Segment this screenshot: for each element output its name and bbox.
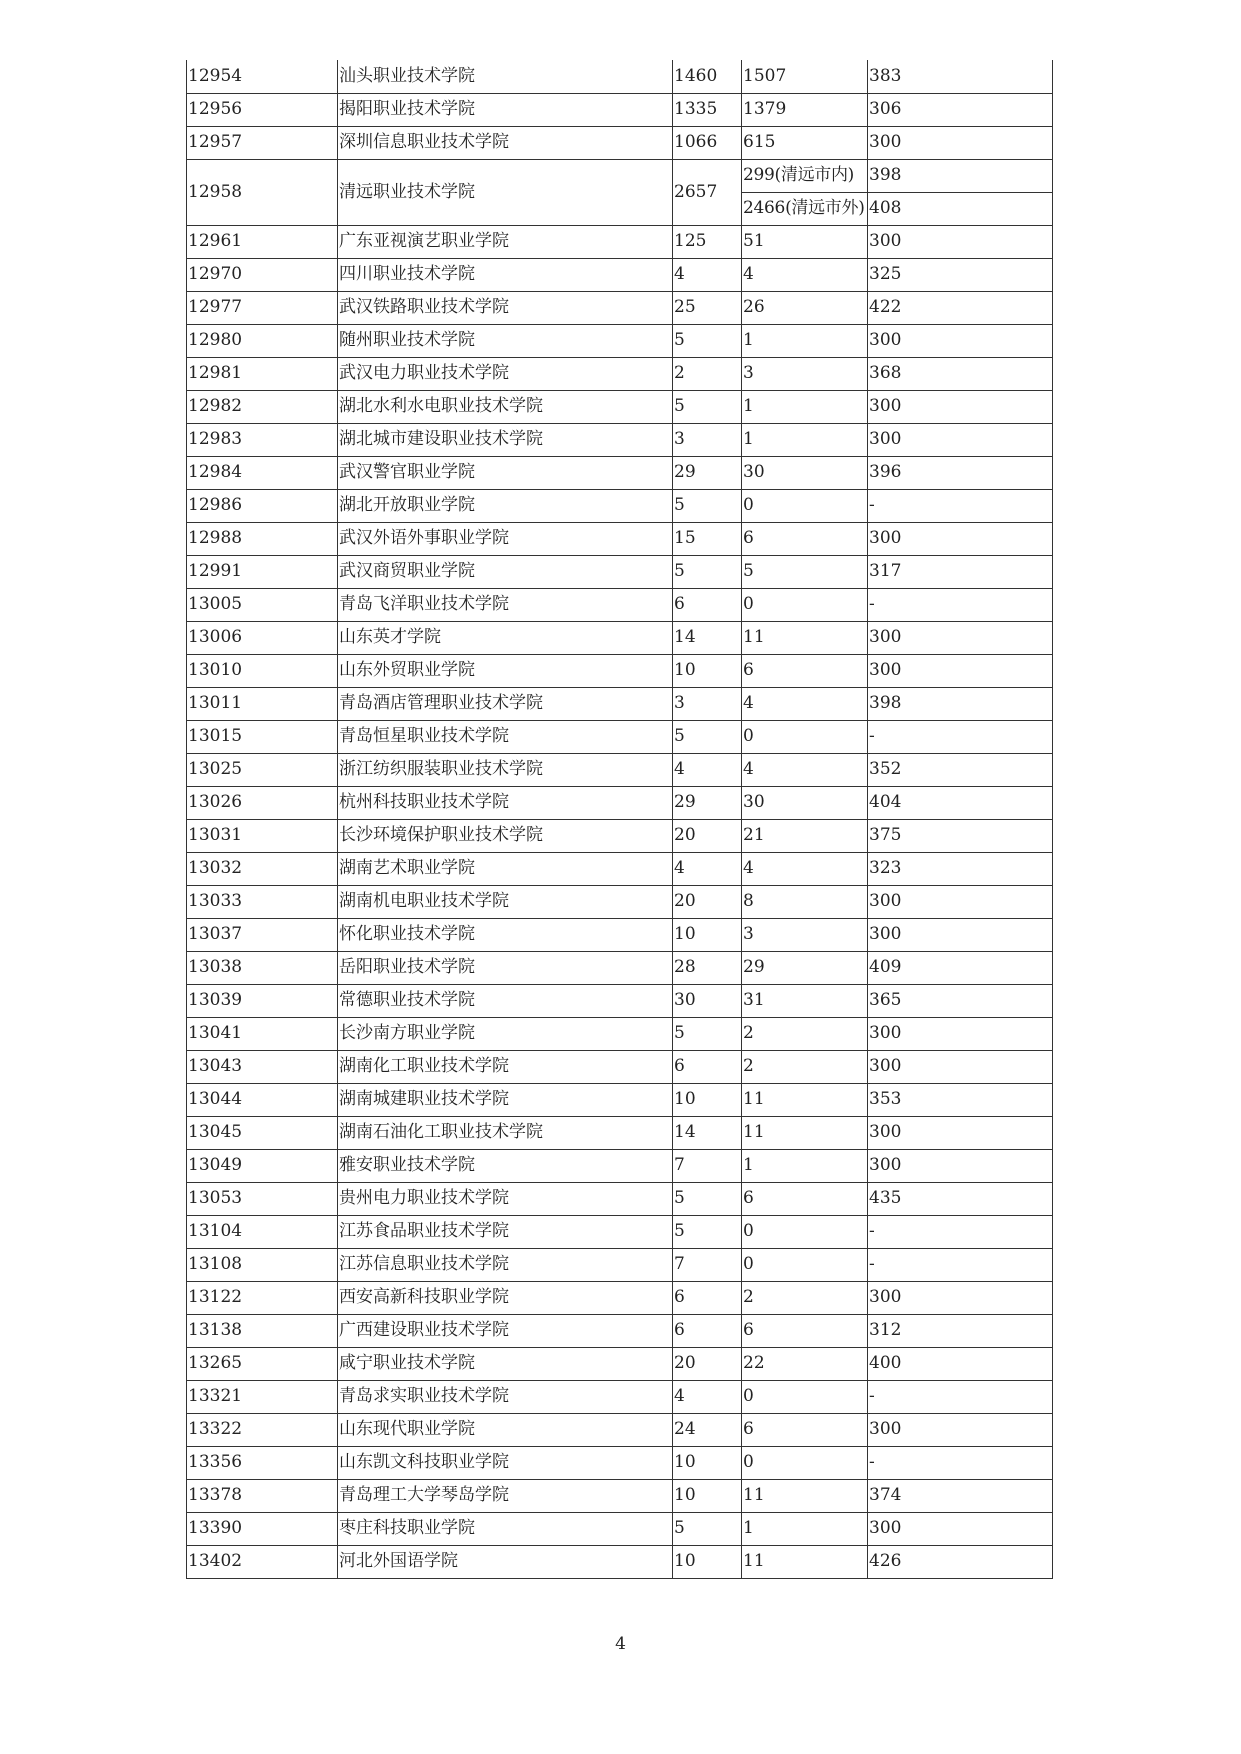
institution-name-cell: 山东外贸职业学院 bbox=[338, 654, 673, 687]
table-row bbox=[187, 159, 1053, 192]
table-row bbox=[187, 720, 1053, 753]
table-row bbox=[187, 753, 1053, 786]
institution-code-cell: 12977 bbox=[187, 291, 338, 324]
min-score-cell: - bbox=[868, 1215, 1053, 1248]
admitted-count-cell: 11 bbox=[742, 621, 868, 654]
table-row bbox=[187, 1215, 1053, 1248]
institution-name-cell: 杭州科技职业技术学院 bbox=[338, 786, 673, 819]
admitted-count-cell: 29 bbox=[742, 951, 868, 984]
min-score-cell: 300 bbox=[868, 1149, 1053, 1182]
institution-name-cell: 岳阳职业技术学院 bbox=[338, 951, 673, 984]
plan-count-cell: 5 bbox=[673, 390, 742, 423]
institution-code-cell: 12982 bbox=[187, 390, 338, 423]
admitted-count-cell: 1 bbox=[742, 423, 868, 456]
institution-code-cell: 12988 bbox=[187, 522, 338, 555]
plan-count-cell: 5 bbox=[673, 1512, 742, 1545]
institution-name-cell: 武汉外语外事职业学院 bbox=[338, 522, 673, 555]
table-row bbox=[187, 456, 1053, 489]
institution-name-cell: 湖南机电职业技术学院 bbox=[338, 885, 673, 918]
institution-code-cell: 13122 bbox=[187, 1281, 338, 1314]
admitted-count-cell: 4 bbox=[742, 687, 868, 720]
institution-name-cell: 湖北水利水电职业技术学院 bbox=[338, 390, 673, 423]
table-row bbox=[187, 1446, 1053, 1479]
min-score-cell: 396 bbox=[868, 456, 1053, 489]
institution-code-cell: 13043 bbox=[187, 1050, 338, 1083]
institution-name-cell: 武汉电力职业技术学院 bbox=[338, 357, 673, 390]
min-score-cell: 300 bbox=[868, 225, 1053, 258]
institution-name-cell: 山东现代职业学院 bbox=[338, 1413, 673, 1446]
plan-count-cell: 6 bbox=[673, 1281, 742, 1314]
institution-code-cell: 12983 bbox=[187, 423, 338, 456]
table-row bbox=[187, 819, 1053, 852]
plan-count-cell: 6 bbox=[673, 588, 742, 621]
min-score-cell: 404 bbox=[868, 786, 1053, 819]
institution-name-cell: 广西建设职业技术学院 bbox=[338, 1314, 673, 1347]
admitted-count-cell: 31 bbox=[742, 984, 868, 1017]
admitted-count-cell: 11 bbox=[742, 1083, 868, 1116]
institution-name-cell: 四川职业技术学院 bbox=[338, 258, 673, 291]
plan-count-cell: 4 bbox=[673, 258, 742, 291]
institution-code-cell: 12956 bbox=[187, 93, 338, 126]
min-score-cell: 325 bbox=[868, 258, 1053, 291]
institution-code-cell: 13037 bbox=[187, 918, 338, 951]
min-score-cell: 312 bbox=[868, 1314, 1053, 1347]
institution-code-cell: 12957 bbox=[187, 126, 338, 159]
table-row bbox=[187, 1248, 1053, 1281]
institution-name-cell: 武汉警官职业学院 bbox=[338, 456, 673, 489]
institution-name-cell: 青岛飞洋职业技术学院 bbox=[338, 588, 673, 621]
table-row bbox=[187, 852, 1053, 885]
institution-name-cell: 青岛恒星职业技术学院 bbox=[338, 720, 673, 753]
admitted-count-cell: 26 bbox=[742, 291, 868, 324]
admitted-count-cell: 1 bbox=[742, 390, 868, 423]
min-score-cell: - bbox=[868, 720, 1053, 753]
table-row bbox=[187, 885, 1053, 918]
min-score-cell: 300 bbox=[868, 1413, 1053, 1446]
admitted-count-cell: 4 bbox=[742, 258, 868, 291]
admitted-count-cell: 1379 bbox=[742, 93, 868, 126]
admitted-count-cell: 0 bbox=[742, 720, 868, 753]
plan-count-cell: 20 bbox=[673, 819, 742, 852]
institution-name-cell: 随州职业技术学院 bbox=[338, 324, 673, 357]
institution-name-cell: 湖南化工职业技术学院 bbox=[338, 1050, 673, 1083]
min-score-cell: 409 bbox=[868, 951, 1053, 984]
institution-code-cell: 12958 bbox=[187, 159, 338, 225]
plan-count-cell: 7 bbox=[673, 1149, 742, 1182]
table-row bbox=[187, 357, 1053, 390]
plan-count-cell: 2 bbox=[673, 357, 742, 390]
table-row bbox=[187, 291, 1053, 324]
plan-count-cell: 4 bbox=[673, 753, 742, 786]
institution-name-cell: 雅安职业技术学院 bbox=[338, 1149, 673, 1182]
institution-code-cell: 13138 bbox=[187, 1314, 338, 1347]
admitted-count-cell: 11 bbox=[742, 1479, 868, 1512]
plan-count-cell: 6 bbox=[673, 1314, 742, 1347]
admitted-count-cell: 0 bbox=[742, 588, 868, 621]
plan-count-cell: 14 bbox=[673, 1116, 742, 1149]
min-score-cell: 300 bbox=[868, 1017, 1053, 1050]
admitted-count-cell: 0 bbox=[742, 1446, 868, 1479]
institution-code-cell: 13321 bbox=[187, 1380, 338, 1413]
min-score-cell: 426 bbox=[868, 1545, 1053, 1578]
institution-code-cell: 13033 bbox=[187, 885, 338, 918]
institution-code-cell: 13039 bbox=[187, 984, 338, 1017]
institution-code-cell: 12980 bbox=[187, 324, 338, 357]
table-row bbox=[187, 918, 1053, 951]
plan-count-cell: 1335 bbox=[673, 93, 742, 126]
admitted-count-cell: 0 bbox=[742, 1380, 868, 1413]
institution-name-cell: 武汉铁路职业技术学院 bbox=[338, 291, 673, 324]
admitted-count-cell: 0 bbox=[742, 489, 868, 522]
plan-count-cell: 4 bbox=[673, 1380, 742, 1413]
plan-count-cell: 7 bbox=[673, 1248, 742, 1281]
table-row bbox=[187, 786, 1053, 819]
admitted-count-cell: 30 bbox=[742, 456, 868, 489]
admitted-count-cell: 5 bbox=[742, 555, 868, 588]
admitted-count-cell: 6 bbox=[742, 1413, 868, 1446]
admitted-count-cell: 8 bbox=[742, 885, 868, 918]
plan-count-cell: 4 bbox=[673, 852, 742, 885]
table-row bbox=[187, 423, 1053, 456]
plan-count-cell: 125 bbox=[673, 225, 742, 258]
table-row bbox=[187, 522, 1053, 555]
institution-name-cell: 揭阳职业技术学院 bbox=[338, 93, 673, 126]
min-score-cell: 317 bbox=[868, 555, 1053, 588]
plan-count-cell: 25 bbox=[673, 291, 742, 324]
institution-name-cell: 武汉商贸职业学院 bbox=[338, 555, 673, 588]
plan-count-cell: 10 bbox=[673, 1545, 742, 1578]
institution-name-cell: 浙江纺织服装职业技术学院 bbox=[338, 753, 673, 786]
institution-name-cell: 江苏信息职业技术学院 bbox=[338, 1248, 673, 1281]
institution-code-cell: 13108 bbox=[187, 1248, 338, 1281]
institution-code-cell: 12961 bbox=[187, 225, 338, 258]
min-score-cell: 300 bbox=[868, 621, 1053, 654]
institution-code-cell: 13006 bbox=[187, 621, 338, 654]
admitted-count-cell: 2 bbox=[742, 1281, 868, 1314]
table-row bbox=[187, 1314, 1053, 1347]
table-row bbox=[187, 984, 1053, 1017]
plan-count-cell: 5 bbox=[673, 1182, 742, 1215]
min-score-cell: 300 bbox=[868, 423, 1053, 456]
min-score-cell: 300 bbox=[868, 1281, 1053, 1314]
institution-code-cell: 13011 bbox=[187, 687, 338, 720]
institution-code-cell: 13053 bbox=[187, 1182, 338, 1215]
table-row bbox=[187, 324, 1053, 357]
min-score-cell: 300 bbox=[868, 918, 1053, 951]
admitted-count-cell: 0 bbox=[742, 1248, 868, 1281]
table-row bbox=[187, 1017, 1053, 1050]
plan-count-cell: 29 bbox=[673, 456, 742, 489]
admitted-count-cell: 3 bbox=[742, 357, 868, 390]
institution-name-cell: 湖南城建职业技术学院 bbox=[338, 1083, 673, 1116]
admitted-count-cell: 0 bbox=[742, 1215, 868, 1248]
institution-code-cell: 13038 bbox=[187, 951, 338, 984]
institution-code-cell: 13041 bbox=[187, 1017, 338, 1050]
plan-count-cell: 10 bbox=[673, 1479, 742, 1512]
institution-name-cell: 长沙环境保护职业技术学院 bbox=[338, 819, 673, 852]
institution-name-cell: 深圳信息职业技术学院 bbox=[338, 126, 673, 159]
table-row bbox=[187, 258, 1053, 291]
table-row bbox=[187, 225, 1053, 258]
institution-name-cell: 汕头职业技术学院 bbox=[338, 60, 673, 93]
table-row bbox=[187, 60, 1053, 93]
page-number: 4 bbox=[615, 1634, 626, 1654]
admitted-count-cell: 6 bbox=[742, 1314, 868, 1347]
institution-code-cell: 12984 bbox=[187, 456, 338, 489]
min-score-cell: 352 bbox=[868, 753, 1053, 786]
admitted-count-cell: 6 bbox=[742, 654, 868, 687]
institution-name-cell: 河北外国语学院 bbox=[338, 1545, 673, 1578]
admitted-count-cell: 6 bbox=[742, 1182, 868, 1215]
admitted-count-cell: 2 bbox=[742, 1050, 868, 1083]
institution-code-cell: 12954 bbox=[187, 60, 338, 93]
min-score-cell: 300 bbox=[868, 390, 1053, 423]
institution-name-cell: 湖北开放职业学院 bbox=[338, 489, 673, 522]
institution-name-cell: 青岛理工大学琴岛学院 bbox=[338, 1479, 673, 1512]
plan-count-cell: 24 bbox=[673, 1413, 742, 1446]
admitted-count-cell: 30 bbox=[742, 786, 868, 819]
institution-code-cell: 13026 bbox=[187, 786, 338, 819]
admitted-count-cell: 1 bbox=[742, 1512, 868, 1545]
admitted-count-cell: 299(清远市内) bbox=[742, 159, 868, 192]
institution-name-cell: 江苏食品职业技术学院 bbox=[338, 1215, 673, 1248]
institution-name-cell: 山东英才学院 bbox=[338, 621, 673, 654]
table-row bbox=[187, 1083, 1053, 1116]
table-row bbox=[187, 1347, 1053, 1380]
plan-count-cell: 5 bbox=[673, 720, 742, 753]
table-row bbox=[187, 1050, 1053, 1083]
institution-code-cell: 13031 bbox=[187, 819, 338, 852]
min-score-cell: 300 bbox=[868, 522, 1053, 555]
institution-code-cell: 13390 bbox=[187, 1512, 338, 1545]
plan-count-cell: 5 bbox=[673, 555, 742, 588]
plan-count-cell: 5 bbox=[673, 489, 742, 522]
institution-name-cell: 西安高新科技职业学院 bbox=[338, 1281, 673, 1314]
table-row bbox=[187, 1380, 1053, 1413]
min-score-cell: 398 bbox=[868, 687, 1053, 720]
table-row bbox=[187, 1281, 1053, 1314]
table-row bbox=[187, 687, 1053, 720]
table-row bbox=[187, 489, 1053, 522]
plan-count-cell: 6 bbox=[673, 1050, 742, 1083]
plan-count-cell: 3 bbox=[673, 687, 742, 720]
institution-name-cell: 枣庄科技职业学院 bbox=[338, 1512, 673, 1545]
plan-count-cell: 20 bbox=[673, 1347, 742, 1380]
plan-count-cell: 3 bbox=[673, 423, 742, 456]
institution-code-cell: 13044 bbox=[187, 1083, 338, 1116]
institution-name-cell: 广东亚视演艺职业学院 bbox=[338, 225, 673, 258]
admitted-count-cell: 615 bbox=[742, 126, 868, 159]
admitted-count-cell: 1507 bbox=[742, 60, 868, 93]
table-row bbox=[187, 1512, 1053, 1545]
table-row bbox=[187, 1479, 1053, 1512]
institution-name-cell: 湖北城市建设职业技术学院 bbox=[338, 423, 673, 456]
admitted-count-cell: 1 bbox=[742, 1149, 868, 1182]
min-score-cell: 422 bbox=[868, 291, 1053, 324]
min-score-cell: 300 bbox=[868, 324, 1053, 357]
plan-count-cell: 10 bbox=[673, 1446, 742, 1479]
table-row bbox=[187, 951, 1053, 984]
institution-code-cell: 13015 bbox=[187, 720, 338, 753]
min-score-cell: 400 bbox=[868, 1347, 1053, 1380]
plan-count-cell: 10 bbox=[673, 654, 742, 687]
plan-count-cell: 28 bbox=[673, 951, 742, 984]
plan-count-cell: 1460 bbox=[673, 60, 742, 93]
institution-name-cell: 湖南艺术职业学院 bbox=[338, 852, 673, 885]
admission-table bbox=[186, 60, 1053, 1579]
min-score-cell: 375 bbox=[868, 819, 1053, 852]
table-row bbox=[187, 93, 1053, 126]
plan-count-cell: 1066 bbox=[673, 126, 742, 159]
institution-name-cell: 常德职业技术学院 bbox=[338, 984, 673, 1017]
admitted-count-cell: 51 bbox=[742, 225, 868, 258]
admitted-count-cell: 6 bbox=[742, 522, 868, 555]
admitted-count-cell: 22 bbox=[742, 1347, 868, 1380]
institution-code-cell: 12981 bbox=[187, 357, 338, 390]
admitted-count-cell: 2466(清远市外) bbox=[742, 192, 868, 225]
min-score-cell: 435 bbox=[868, 1182, 1053, 1215]
min-score-cell: 408 bbox=[868, 192, 1053, 225]
min-score-cell: 368 bbox=[868, 357, 1053, 390]
institution-name-cell: 青岛酒店管理职业技术学院 bbox=[338, 687, 673, 720]
admitted-count-cell: 11 bbox=[742, 1116, 868, 1149]
table-row bbox=[187, 588, 1053, 621]
min-score-cell: 323 bbox=[868, 852, 1053, 885]
admitted-count-cell: 1 bbox=[742, 324, 868, 357]
institution-name-cell: 湖南石油化工职业技术学院 bbox=[338, 1116, 673, 1149]
plan-count-cell: 14 bbox=[673, 621, 742, 654]
admitted-count-cell: 3 bbox=[742, 918, 868, 951]
plan-count-cell: 2657 bbox=[673, 159, 742, 225]
table-row bbox=[187, 555, 1053, 588]
min-score-cell: - bbox=[868, 1248, 1053, 1281]
min-score-cell: - bbox=[868, 1380, 1053, 1413]
table-row bbox=[187, 621, 1053, 654]
min-score-cell: 300 bbox=[868, 654, 1053, 687]
min-score-cell: 300 bbox=[868, 126, 1053, 159]
plan-count-cell: 10 bbox=[673, 918, 742, 951]
institution-code-cell: 12970 bbox=[187, 258, 338, 291]
plan-count-cell: 5 bbox=[673, 1215, 742, 1248]
plan-count-cell: 5 bbox=[673, 324, 742, 357]
institution-name-cell: 山东凯文科技职业学院 bbox=[338, 1446, 673, 1479]
min-score-cell: 300 bbox=[868, 1050, 1053, 1083]
plan-count-cell: 20 bbox=[673, 885, 742, 918]
table-row bbox=[187, 654, 1053, 687]
institution-code-cell: 13005 bbox=[187, 588, 338, 621]
institution-code-cell: 13378 bbox=[187, 1479, 338, 1512]
institution-code-cell: 12991 bbox=[187, 555, 338, 588]
institution-name-cell: 怀化职业技术学院 bbox=[338, 918, 673, 951]
institution-code-cell: 13045 bbox=[187, 1116, 338, 1149]
table-row bbox=[187, 1149, 1053, 1182]
table-body bbox=[187, 60, 1053, 1578]
table-row bbox=[187, 1413, 1053, 1446]
min-score-cell: 300 bbox=[868, 1116, 1053, 1149]
institution-name-cell: 长沙南方职业学院 bbox=[338, 1017, 673, 1050]
min-score-cell: - bbox=[868, 489, 1053, 522]
plan-count-cell: 10 bbox=[673, 1083, 742, 1116]
institution-code-cell: 13265 bbox=[187, 1347, 338, 1380]
plan-count-cell: 30 bbox=[673, 984, 742, 1017]
min-score-cell: 300 bbox=[868, 1512, 1053, 1545]
plan-count-cell: 5 bbox=[673, 1017, 742, 1050]
min-score-cell: 353 bbox=[868, 1083, 1053, 1116]
min-score-cell: 365 bbox=[868, 984, 1053, 1017]
institution-name-cell: 清远职业技术学院 bbox=[338, 159, 673, 225]
institution-code-cell: 13104 bbox=[187, 1215, 338, 1248]
admitted-count-cell: 4 bbox=[742, 753, 868, 786]
table-row bbox=[187, 1116, 1053, 1149]
institution-code-cell: 13032 bbox=[187, 852, 338, 885]
institution-code-cell: 13049 bbox=[187, 1149, 338, 1182]
table-row bbox=[187, 126, 1053, 159]
min-score-cell: - bbox=[868, 1446, 1053, 1479]
table-row bbox=[187, 1182, 1053, 1215]
table-row bbox=[187, 1545, 1053, 1578]
min-score-cell: 383 bbox=[868, 60, 1053, 93]
min-score-cell: 374 bbox=[868, 1479, 1053, 1512]
min-score-cell: 300 bbox=[868, 885, 1053, 918]
min-score-cell: 398 bbox=[868, 159, 1053, 192]
institution-name-cell: 贵州电力职业技术学院 bbox=[338, 1182, 673, 1215]
min-score-cell: - bbox=[868, 588, 1053, 621]
institution-name-cell: 青岛求实职业技术学院 bbox=[338, 1380, 673, 1413]
admitted-count-cell: 21 bbox=[742, 819, 868, 852]
plan-count-cell: 15 bbox=[673, 522, 742, 555]
institution-code-cell: 13356 bbox=[187, 1446, 338, 1479]
institution-code-cell: 13025 bbox=[187, 753, 338, 786]
institution-code-cell: 12986 bbox=[187, 489, 338, 522]
admitted-count-cell: 4 bbox=[742, 852, 868, 885]
min-score-cell: 306 bbox=[868, 93, 1053, 126]
institution-code-cell: 13322 bbox=[187, 1413, 338, 1446]
institution-code-cell: 13402 bbox=[187, 1545, 338, 1578]
institution-name-cell: 咸宁职业技术学院 bbox=[338, 1347, 673, 1380]
table-row bbox=[187, 390, 1053, 423]
plan-count-cell: 29 bbox=[673, 786, 742, 819]
admitted-count-cell: 11 bbox=[742, 1545, 868, 1578]
institution-code-cell: 13010 bbox=[187, 654, 338, 687]
admitted-count-cell: 2 bbox=[742, 1017, 868, 1050]
